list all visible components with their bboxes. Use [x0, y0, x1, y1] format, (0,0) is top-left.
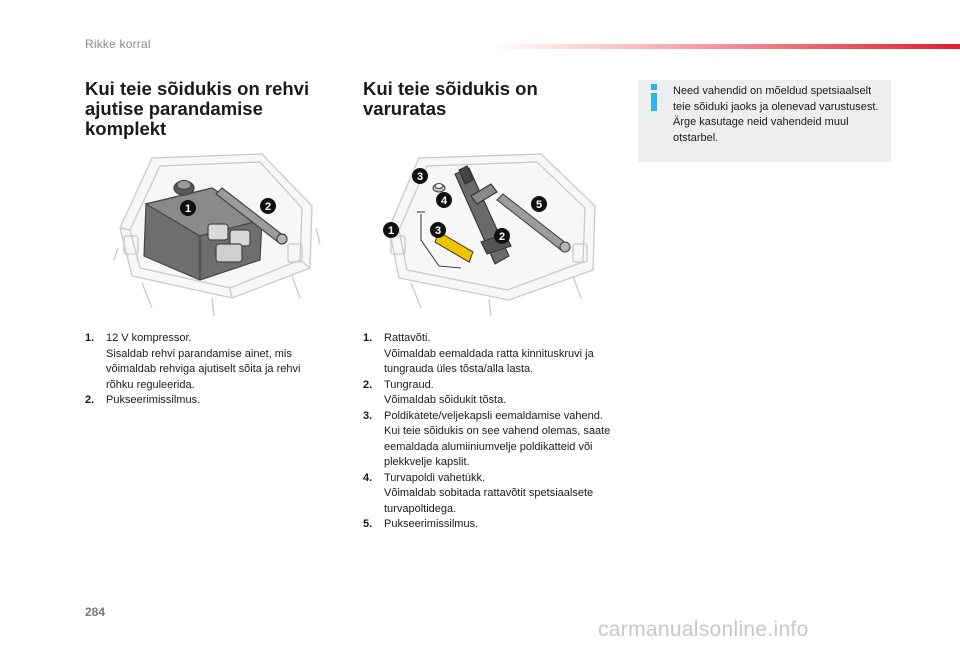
item-description: Võimaldab sobitada rattavõtit spetsiaalsete turvapoltidega.: [384, 487, 594, 515]
info-box: [638, 80, 891, 162]
callout-label: 5: [535, 199, 543, 211]
item-number: 1.: [363, 332, 373, 344]
callout-marker: [180, 200, 196, 216]
page-number: 284: [85, 605, 106, 619]
spare-wheel-tools-illustration: [381, 148, 603, 318]
callout-label: 4: [440, 195, 448, 207]
callout-label: 1: [184, 203, 192, 215]
item-number: 4.: [363, 471, 373, 484]
item-number: 2.: [363, 378, 373, 391]
header-accent-bar: [490, 44, 960, 49]
item-text: Poldikatete/veljekapsli eemaldamise vahend.: [384, 409, 603, 422]
section-label: Rikke korral: [85, 37, 151, 51]
item-description: Võimaldab sõidukit tõsta.: [384, 394, 507, 406]
title-repair-kit: Kui teie sõidukis on rehvi ajutise parandamise komplekt: [85, 78, 310, 139]
repair-kit-illustration: [112, 148, 322, 318]
item-description: Võimaldab eemaldada ratta kinnituskruvi ja tungrauda üles tõsta/alla lasta.: [384, 347, 594, 375]
list-item: [363, 331, 623, 378]
callout-marker: [412, 168, 428, 184]
callout-marker: [383, 222, 399, 238]
callout-marker: [430, 222, 446, 238]
item-number: 1.: [85, 332, 95, 344]
list-item: [363, 409, 623, 471]
item-text: Pukseerimissilmus.: [106, 394, 201, 406]
callout-label: 2: [498, 231, 506, 243]
list-item: [363, 471, 623, 518]
callout-label: 3: [416, 171, 424, 183]
item-text: 12 V kompressor.: [106, 332, 192, 344]
item-text: Pukseerimissilmus.: [384, 518, 479, 530]
callout-label: 1: [387, 225, 395, 237]
callout-marker: [494, 228, 510, 244]
list-item: [363, 378, 623, 409]
item-number: 3.: [363, 409, 373, 422]
item-description: Kui teie sõidukis on see vahend olemas, saate eemaldada alumiiniumvelje poldikatteid või plekkvelje kapslit.: [384, 425, 611, 468]
title-spare-wheel: Kui teie sõidukis on varuratas: [363, 78, 538, 119]
info-icon: [649, 84, 659, 112]
item-text: Turvapoldi vahetükk.: [384, 471, 486, 484]
list-item: [85, 331, 325, 393]
item-text: Rattavõti.: [384, 332, 431, 344]
callout-label: 3: [434, 225, 442, 237]
info-text: Need vahendid on mõeldud spetsiaalselt teie sõiduki jaoks ja olenevad varustusest. Ärge kasutage neid vahendeid muul otstarbel.: [673, 85, 879, 144]
callout-marker: [260, 198, 276, 214]
spare-wheel-tools-list: [363, 331, 623, 533]
list-item: [85, 393, 325, 409]
security-bolt-adapter-icon: [433, 184, 445, 193]
item-number: 2.: [85, 394, 95, 406]
list-item: [363, 517, 623, 533]
item-description: Sisaldab rehvi parandamise ainet, mis võimaldab rehviga ajutiselt sõita ja rehvi rõhku reguleerida.: [106, 347, 301, 391]
item-text: Tungraud.: [384, 378, 434, 391]
callout-marker: [436, 192, 452, 208]
repair-kit-list: [85, 331, 325, 409]
callout-marker: [531, 196, 547, 212]
watermark: carmanualsonline.info: [598, 618, 809, 641]
item-number: 5.: [363, 518, 373, 530]
callout-label: 2: [264, 201, 272, 213]
